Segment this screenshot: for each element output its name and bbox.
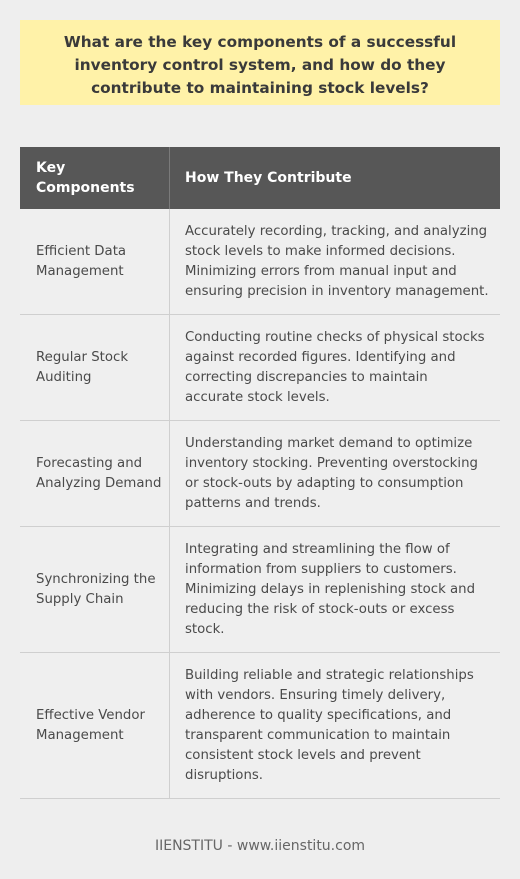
component-cell: Efficient Data Management (20, 209, 170, 314)
contribution-cell: Conducting routine checks of physical stocks against recorded figures. Identifying and correcting discrepancies to maintain accurate stock levels. (185, 329, 485, 405)
contribution-cell: Building reliable and strategic relationships with vendors. Ensuring timely delivery, adherence to quality specifications, and transparent communication to maintain consistent stock levels and prevent disruptions. (185, 667, 474, 783)
table-row (20, 209, 500, 315)
contribution-cell: Integrating and streamlining the flow of information from suppliers to customers. Minimizing delays in replenishing stock and reducing the risk of stock-outs or excess stock. (185, 541, 476, 637)
table-row (20, 315, 500, 421)
component-cell: Forecasting and Analyzing Demand (20, 421, 170, 526)
contribution-cell: Understanding market demand to optimize inventory stocking. Preventing overstocking or stock-outs by adapting to consumption patterns and trends. (185, 435, 478, 511)
footer-source: IIENSTITU - www.iienstitu.com (154, 838, 366, 854)
component-cell: Regular Stock Auditing (20, 315, 170, 420)
contribution-cell: Accurately recording, tracking, and analyzing stock levels to make informed decisions. Minimizing errors from manual input and ensuring precision in inventory management. (185, 223, 489, 299)
page-title: What are the key components of a successful inventory control system, and how do they contribute to maintaining stock levels? (20, 20, 500, 105)
table-row (20, 421, 500, 527)
component-cell: Effective Vendor Management (20, 653, 170, 798)
components-table (20, 147, 500, 799)
table-header-row (20, 147, 500, 209)
table-row (20, 527, 500, 653)
component-cell: Synchronizing the Supply Chain (20, 527, 170, 652)
header-key-components: Key Components (20, 147, 170, 209)
header-how-they-contribute: How They Contribute (185, 170, 352, 186)
table-row (20, 653, 500, 799)
